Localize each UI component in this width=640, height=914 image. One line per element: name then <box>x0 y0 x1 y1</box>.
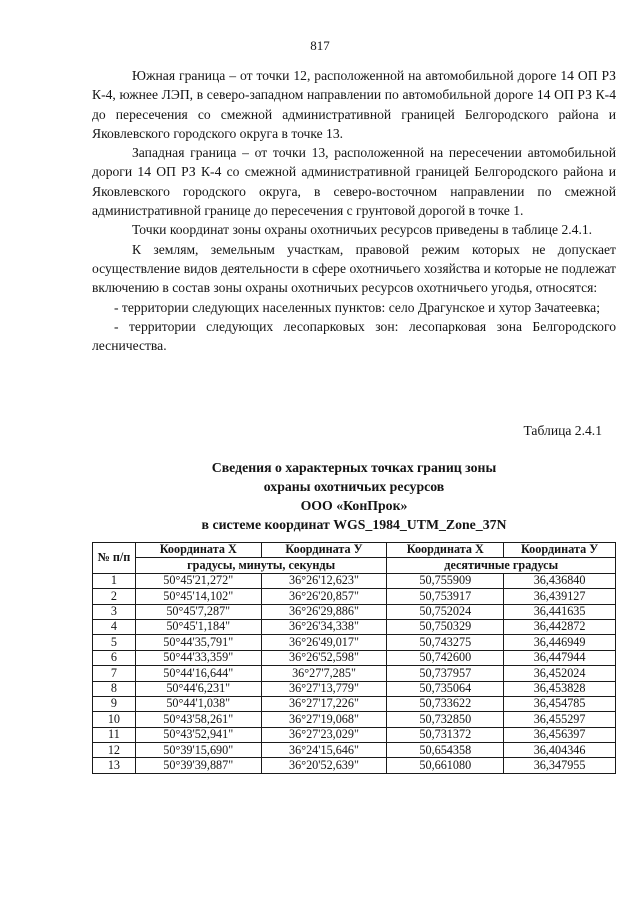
cell-lat-dec: 50,750329 <box>387 619 504 634</box>
table-caption: Таблица 2.4.1 <box>523 423 602 438</box>
cell-number: 13 <box>93 758 136 773</box>
cell-lon-dec: 36,441635 <box>504 604 616 619</box>
cell-lat-dms: 50°45'1,184" <box>135 619 261 634</box>
cell-lat-dms: 50°45'7,287" <box>135 604 261 619</box>
table-row <box>93 696 616 711</box>
table-row <box>93 589 616 604</box>
cell-number: 6 <box>93 650 136 665</box>
header-dms-unit: градусы, минуты, секунды <box>135 558 387 573</box>
table-title-line: в системе координат WGS_1984_UTM_Zone_37N <box>201 517 507 532</box>
cell-lon-dms: 36°26'12,623" <box>261 573 387 588</box>
cell-lat-dms: 50°45'14,102" <box>135 589 261 604</box>
table-unit-row <box>93 558 616 573</box>
header-lat-dec: Координата Х <box>387 543 504 558</box>
table-row <box>93 619 616 634</box>
cell-lon-dms: 36°24'15,646" <box>261 743 387 758</box>
paragraph-forest-park: - территории следующих лесопарковых зон: лесопарковая зона Белгородского лесничества. <box>92 318 616 354</box>
cell-number: 7 <box>93 666 136 681</box>
cell-lat-dec: 50,742600 <box>387 650 504 665</box>
cell-lat-dec: 50,743275 <box>387 635 504 650</box>
cell-lat-dms: 50°44'16,644" <box>135 666 261 681</box>
cell-lon-dec: 36,456397 <box>504 727 616 742</box>
cell-lon-dms: 36°26'20,857" <box>261 589 387 604</box>
table-title-line: охраны охотничьих ресурсов <box>263 479 445 494</box>
cell-lon-dms: 36°20'52,639" <box>261 758 387 773</box>
header-number: № п/п <box>93 543 136 574</box>
table-row <box>93 727 616 742</box>
table-row <box>93 681 616 696</box>
header-lon-dec: Координата У <box>504 543 616 558</box>
cell-lon-dec: 36,447944 <box>504 650 616 665</box>
paragraph-settlements: - территории следующих населенных пунктов: село Драгунское и хутор Зачатеевка; <box>114 299 600 315</box>
page-number: 817 <box>310 38 330 53</box>
body-text <box>92 66 616 355</box>
cell-number: 11 <box>93 727 136 742</box>
cell-lat-dec: 50,661080 <box>387 758 504 773</box>
cell-lon-dec: 36,454785 <box>504 696 616 711</box>
cell-lon-dms: 36°26'34,338" <box>261 619 387 634</box>
table-header-row <box>93 543 616 558</box>
cell-lon-dms: 36°26'29,886" <box>261 604 387 619</box>
cell-number: 12 <box>93 743 136 758</box>
table-body <box>93 573 616 773</box>
cell-lat-dec: 50,752024 <box>387 604 504 619</box>
cell-lat-dec: 50,735064 <box>387 681 504 696</box>
table-title-line: ООО «КонПрок» <box>300 498 408 513</box>
paragraph-table-reference: Точки координат зоны охраны охотничьих ресурсов приведены в таблице 2.4.1. <box>132 222 593 238</box>
cell-number: 4 <box>93 619 136 634</box>
cell-lon-dms: 36°27'17,226" <box>261 696 387 711</box>
table-row <box>93 666 616 681</box>
paragraph-excluded-lands: К землям, земельным участкам, правовой режим которых не допускает осуществление видов деятельности в сфере охотничьего хозяйства и которые не подлежат включению в состав зоны охраны охотничьих ресурсов охотничьего угодья, относятся: <box>92 241 616 296</box>
cell-lat-dec: 50,753917 <box>387 589 504 604</box>
cell-lat-dms: 50°45'21,272" <box>135 573 261 588</box>
cell-lat-dms: 50°43'52,941" <box>135 727 261 742</box>
table-row <box>93 712 616 727</box>
cell-lon-dms: 36°26'52,598" <box>261 650 387 665</box>
cell-lon-dec: 36,436840 <box>504 573 616 588</box>
cell-number: 1 <box>93 573 136 588</box>
table-title <box>92 458 616 534</box>
cell-number: 9 <box>93 696 136 711</box>
cell-lat-dec: 50,732850 <box>387 712 504 727</box>
table-row <box>93 604 616 619</box>
header-lon-dms: Координата У <box>261 543 387 558</box>
cell-lon-dec: 36,452024 <box>504 666 616 681</box>
cell-lat-dec: 50,755909 <box>387 573 504 588</box>
cell-lon-dms: 36°26'49,017" <box>261 635 387 650</box>
table-row <box>93 573 616 588</box>
cell-lat-dec: 50,737957 <box>387 666 504 681</box>
cell-lat-dms: 50°43'58,261" <box>135 712 261 727</box>
cell-lat-dms: 50°39'39,887" <box>135 758 261 773</box>
cell-lon-dec: 36,347955 <box>504 758 616 773</box>
cell-lon-dec: 36,453828 <box>504 681 616 696</box>
cell-number: 2 <box>93 589 136 604</box>
cell-lon-dec: 36,439127 <box>504 589 616 604</box>
cell-lat-dec: 50,731372 <box>387 727 504 742</box>
cell-lat-dms: 50°44'33,359" <box>135 650 261 665</box>
cell-lon-dec: 36,455297 <box>504 712 616 727</box>
cell-lon-dec: 36,446949 <box>504 635 616 650</box>
cell-lat-dms: 50°39'15,690" <box>135 743 261 758</box>
cell-lat-dec: 50,733622 <box>387 696 504 711</box>
table-title-line: Сведения о характерных точках границ зоны <box>211 460 497 475</box>
cell-number: 3 <box>93 604 136 619</box>
table-row <box>93 635 616 650</box>
cell-number: 8 <box>93 681 136 696</box>
cell-lon-dms: 36°27'7,285" <box>261 666 387 681</box>
cell-number: 10 <box>93 712 136 727</box>
paragraph-south-border: Южная граница – от точки 12, расположенной на автомобильной дороге 14 ОП РЗ К-4, южнее ЛЭП, в северо-западном направлении по автомобильной дороге 14 ОП РЗ К-4 до пересечения со смежной административной границей Белгородского района и Яковлевского городского округа в точке 13. <box>92 68 616 141</box>
header-lat-dms: Координата Х <box>135 543 261 558</box>
table-row <box>93 650 616 665</box>
cell-lon-dec: 36,404346 <box>504 743 616 758</box>
cell-lat-dms: 50°44'35,791" <box>135 635 261 650</box>
cell-lon-dms: 36°27'19,068" <box>261 712 387 727</box>
cell-lon-dec: 36,442872 <box>504 619 616 634</box>
table-row <box>93 743 616 758</box>
cell-lat-dms: 50°44'6,231" <box>135 681 261 696</box>
paragraph-west-border: Западная граница – от точки 13, расположенной на пересечении автомобильной дороги 14 ОП РЗ К-4 со смежной административной границей Белгородского района и Яковлевского городского округа, в северо-восточном направлении по смежной административной границе до пересечения с грунтовой дорогой в точке 1. <box>92 145 616 219</box>
table-row <box>93 758 616 773</box>
cell-lon-dms: 36°27'23,029" <box>261 727 387 742</box>
cell-number: 5 <box>93 635 136 650</box>
cell-lon-dms: 36°27'13,779" <box>261 681 387 696</box>
cell-lat-dec: 50,654358 <box>387 743 504 758</box>
coordinates-table <box>92 542 616 774</box>
header-dec-unit: десятичные градусы <box>387 558 616 573</box>
cell-lat-dms: 50°44'1,038" <box>135 696 261 711</box>
